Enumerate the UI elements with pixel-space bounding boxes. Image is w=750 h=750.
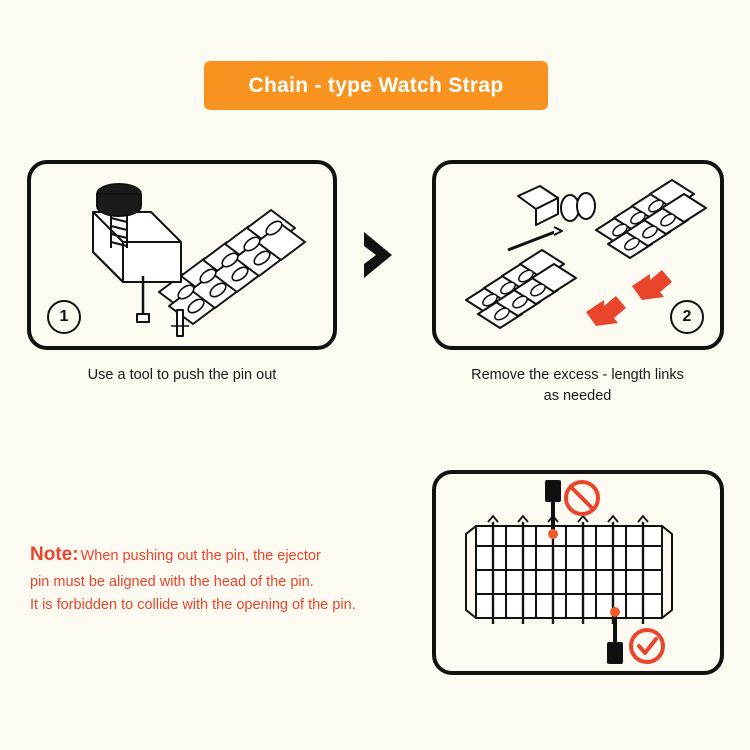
check-circle-icon [631, 630, 663, 662]
note-line-1: When pushing out the pin, the ejector [80, 548, 321, 564]
step-1-caption: Use a tool to push the pin out [87, 367, 277, 383]
prohibition-icon [566, 482, 598, 514]
step-2-badge: 2 [670, 300, 704, 334]
step-1-badge: 1 [47, 300, 81, 334]
page-title: Chain - type Watch Strap [248, 73, 504, 97]
chevron-right-arrow [356, 228, 410, 282]
note-line-2: pin must be aligned with the head of the pin. [30, 573, 314, 590]
note-block [30, 540, 420, 618]
pin-alignment-detail-panel [432, 470, 724, 675]
note-line-3: It is forbidden to collide with the opening of the pin. [30, 597, 356, 614]
note-label: Note: [30, 544, 79, 565]
step-2-caption [425, 365, 730, 407]
red-direction-arrows [586, 270, 672, 326]
pin-alignment-detail-illustration [436, 474, 720, 671]
page-title-banner [204, 61, 548, 110]
step-2-caption-line-2: as needed [543, 388, 612, 405]
step-2-caption-line-1: Remove the excess - length links [471, 367, 684, 383]
step-1-panel [27, 160, 337, 350]
step-2-panel [432, 160, 724, 350]
